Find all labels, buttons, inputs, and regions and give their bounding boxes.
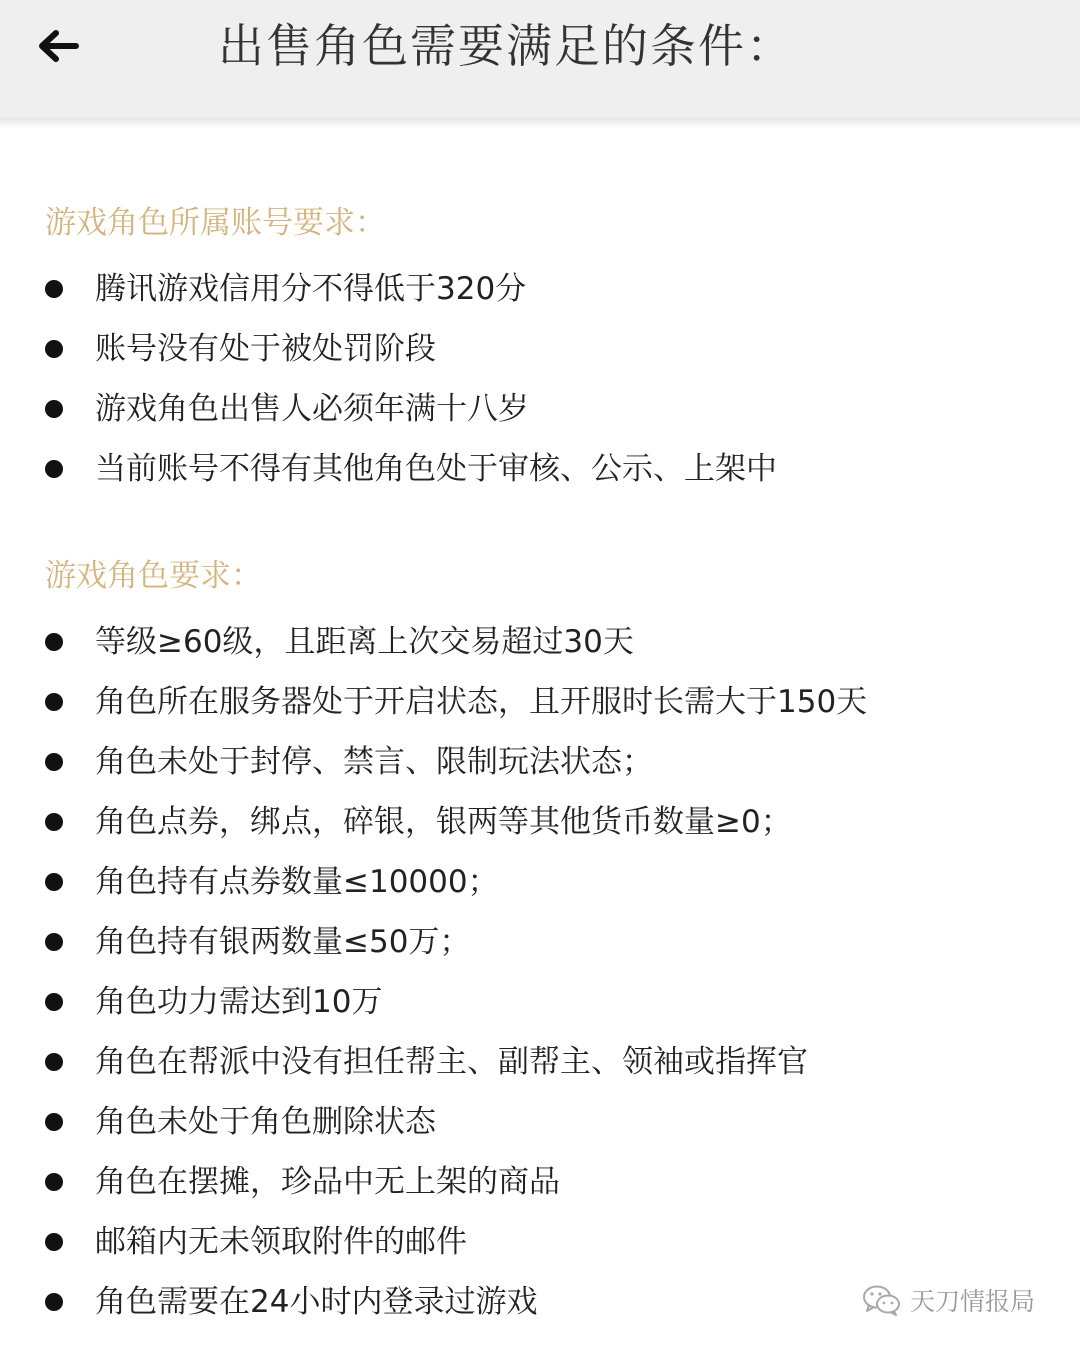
bullet-icon — [45, 460, 63, 478]
list-item-text: 角色未处于封停、禁言、限制玩法状态； — [95, 744, 653, 780]
list-item-text: 角色持有银两数量≤50万； — [95, 924, 471, 960]
list-item — [0, 259, 1000, 319]
list-item — [0, 792, 1000, 852]
list-item — [0, 439, 1000, 499]
page-title: 出售角色需要满足的条件： — [218, 19, 794, 73]
list-item-text: 角色在摆摊，珍品中无上架的商品 — [95, 1164, 560, 1200]
section-title-character: 游戏角色要求： — [45, 558, 262, 594]
list-item-text: 账号没有处于被处罚阶段 — [95, 331, 436, 367]
bullet-icon — [45, 340, 63, 358]
section-title-account: 游戏角色所属账号要求： — [45, 205, 386, 241]
bullet-icon — [45, 693, 63, 711]
account-requirements-list — [0, 259, 1000, 499]
list-item — [0, 732, 1000, 792]
arrow-left-icon — [36, 29, 80, 63]
bullet-icon — [45, 993, 63, 1011]
bullet-icon — [45, 753, 63, 771]
list-item-text: 邮箱内无未领取附件的邮件 — [95, 1224, 467, 1260]
list-item — [0, 319, 1000, 379]
bullet-icon — [45, 400, 63, 418]
list-item-text: 角色点券，绑点，碎银，银两等其他货币数量≥0； — [95, 804, 792, 840]
back-button[interactable] — [30, 18, 86, 74]
list-item-text: 角色在帮派中没有担任帮主、副帮主、领袖或指挥官 — [95, 1044, 808, 1080]
list-item — [0, 1212, 1000, 1272]
bullet-icon — [45, 1173, 63, 1191]
list-item-text: 游戏角色出售人必须年满十八岁 — [95, 391, 529, 427]
list-item — [0, 379, 1000, 439]
list-item — [0, 972, 1000, 1032]
watermark-text: 天刀情报局 — [910, 1287, 1036, 1316]
list-item-text: 角色功力需达到10万 — [95, 984, 383, 1020]
list-item — [0, 672, 1000, 732]
list-item-text: 当前账号不得有其他角色处于审核、公示、上架中 — [95, 451, 777, 487]
bullet-icon — [45, 633, 63, 651]
list-item — [0, 612, 1000, 672]
list-item — [0, 912, 1000, 972]
list-item — [0, 1092, 1000, 1152]
list-item-text: 等级≥60级，且距离上次交易超过30天 — [95, 624, 634, 660]
bullet-icon — [45, 280, 63, 298]
bullet-icon — [45, 933, 63, 951]
list-item — [0, 1032, 1000, 1092]
list-item-text: 角色持有点券数量≤10000； — [95, 864, 499, 900]
bullet-icon — [45, 873, 63, 891]
header-bar — [0, 0, 1080, 118]
list-item-text: 角色未处于角色删除状态 — [95, 1104, 436, 1140]
header-divider — [0, 118, 1080, 128]
watermark — [862, 1280, 1035, 1320]
bullet-icon — [45, 1233, 63, 1251]
bullet-icon — [45, 1113, 63, 1131]
list-item-text: 角色需要在24小时内登录过游戏 — [95, 1284, 538, 1320]
bullet-icon — [45, 1053, 63, 1071]
character-requirements-list — [0, 612, 1000, 1332]
wechat-icon — [862, 1283, 902, 1317]
list-item — [0, 1152, 1000, 1212]
list-item — [0, 852, 1000, 912]
list-item-text: 角色所在服务器处于开启状态，且开服时长需大于150天 — [95, 684, 868, 720]
bullet-icon — [45, 1293, 63, 1311]
list-item-text: 腾讯游戏信用分不得低于320分 — [95, 271, 527, 307]
bullet-icon — [45, 813, 63, 831]
list-item — [0, 1272, 1000, 1332]
